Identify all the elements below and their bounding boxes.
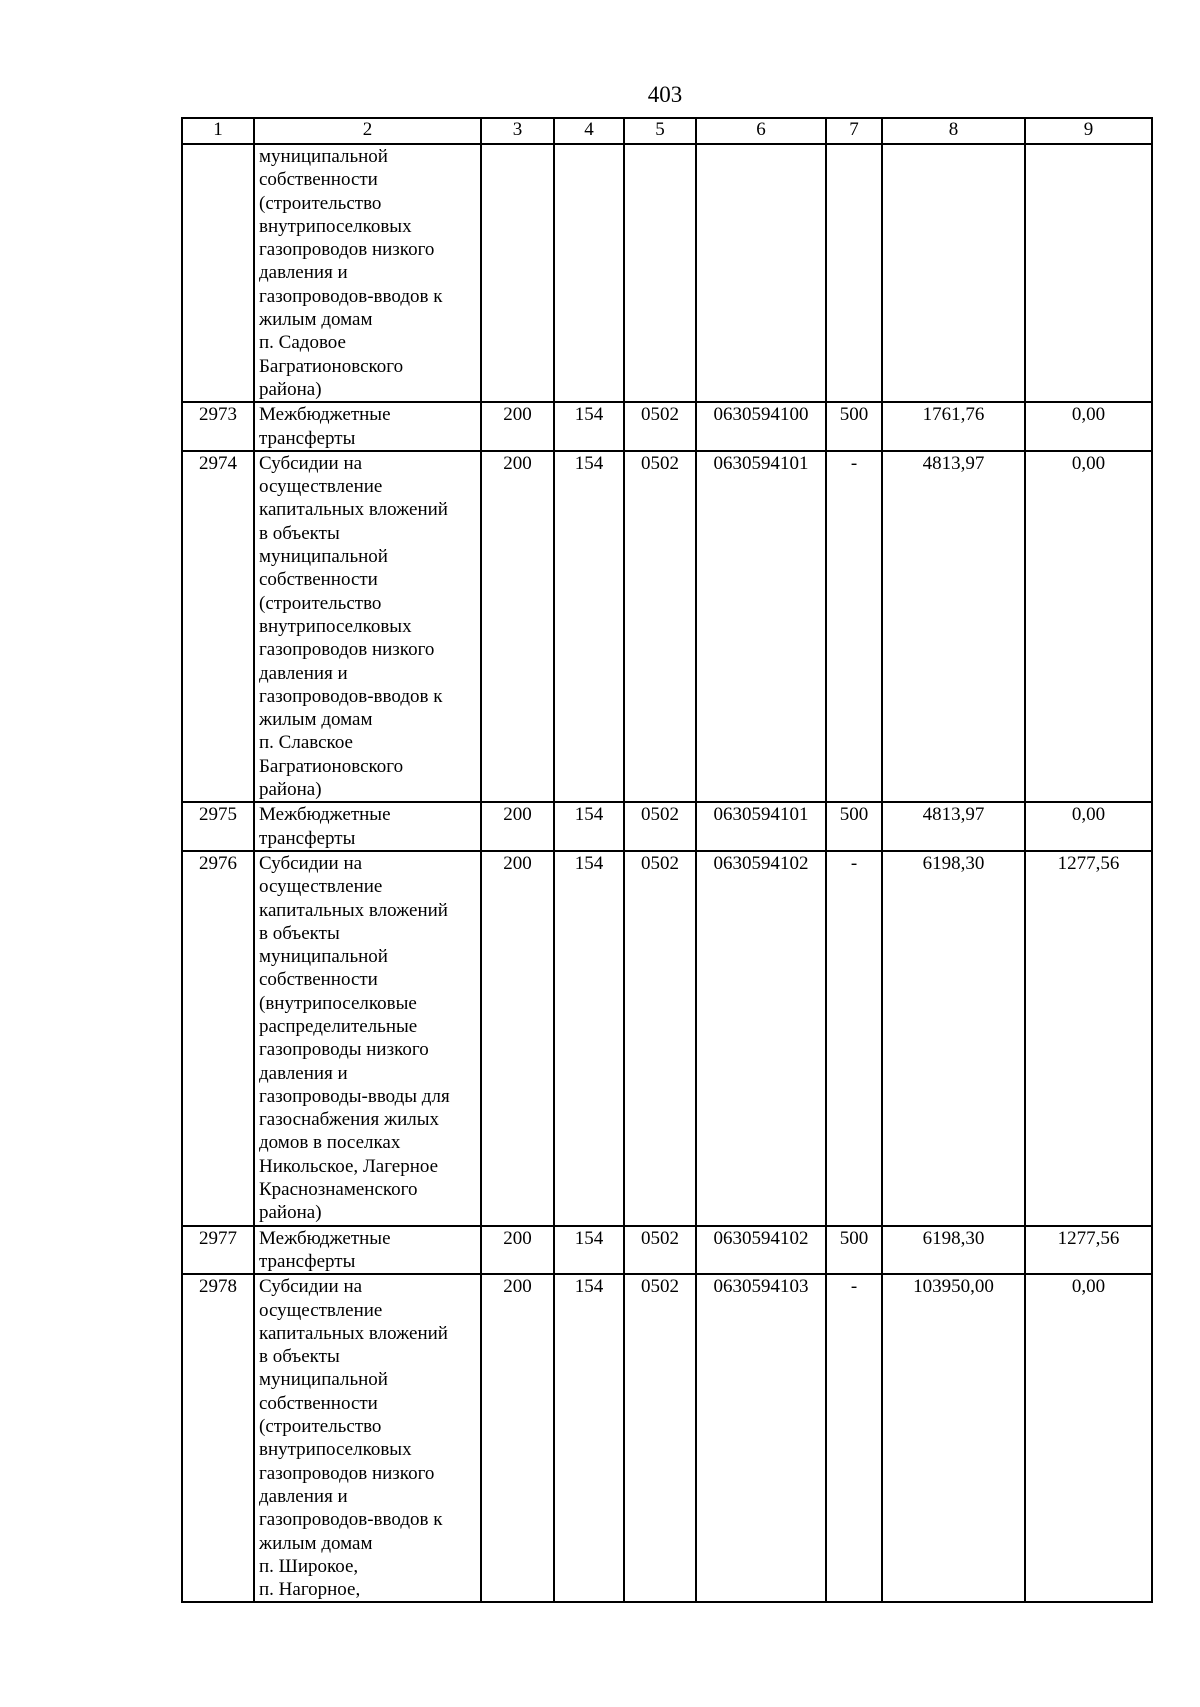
row-description: Субсидии на осуществление капитальных вложений в объекты муниципальной собственности (внутрипоселковые распределительные газопроводы низкого давления и газопроводы-вводы для газоснабжения жилых домов в поселках Никольское, Лагерное Краснознаменского района): [254, 851, 481, 1226]
cell-col4: 154: [554, 1226, 624, 1275]
cell-col6: 0630594102: [696, 1226, 826, 1275]
cell-col3: 200: [481, 451, 554, 802]
cell-col7: [826, 144, 882, 402]
table-row: [182, 402, 1152, 451]
column-header: 4: [554, 118, 624, 144]
cell-col7: -: [826, 1274, 882, 1602]
column-header: 1: [182, 118, 254, 144]
column-header: 3: [481, 118, 554, 144]
cell-col3: 200: [481, 802, 554, 851]
cell-col3: [481, 144, 554, 402]
cell-col3: 200: [481, 402, 554, 451]
cell-col5: 0502: [624, 402, 696, 451]
cell-col6: 0630594101: [696, 802, 826, 851]
table-row: [182, 1226, 1152, 1275]
cell-col5: [624, 144, 696, 402]
cell-col4: 154: [554, 451, 624, 802]
column-header: 7: [826, 118, 882, 144]
cell-col6: 0630594102: [696, 851, 826, 1226]
row-description: Межбюджетные трансферты: [254, 402, 481, 451]
table-row: [182, 1274, 1152, 1602]
row-description: Межбюджетные трансферты: [254, 802, 481, 851]
row-number: 2978: [182, 1274, 254, 1602]
column-header: 9: [1025, 118, 1152, 144]
cell-col5: 0502: [624, 451, 696, 802]
cell-col6: 0630594100: [696, 402, 826, 451]
cell-col4: [554, 144, 624, 402]
cell-col4: 154: [554, 851, 624, 1226]
cell-col5: 0502: [624, 1274, 696, 1602]
budget-table: [181, 117, 1153, 1603]
cell-col6: 0630594103: [696, 1274, 826, 1602]
column-header: 8: [882, 118, 1025, 144]
row-description: Субсидии на осуществление капитальных вложений в объекты муниципальной собственности (строительство внутрипоселковых газопроводов низкого давления и газопроводов-вводов к жилым домам п. Широкое, п. Нагорное,: [254, 1274, 481, 1602]
table-row: [182, 802, 1152, 851]
row-description: Субсидии на осуществление капитальных вложений в объекты муниципальной собственности (строительство внутрипоселковых газопроводов низкого давления и газопроводов-вводов к жилым домам п. Славское Багратионовского района): [254, 451, 481, 802]
cell-col6: 0630594101: [696, 451, 826, 802]
cell-col9: 0,00: [1025, 402, 1152, 451]
table-row: [182, 144, 1152, 402]
cell-col8: 103950,00: [882, 1274, 1025, 1602]
row-number: [182, 144, 254, 402]
table-row: [182, 451, 1152, 802]
cell-col8: 4813,97: [882, 451, 1025, 802]
cell-col7: 500: [826, 802, 882, 851]
cell-col9: 0,00: [1025, 451, 1152, 802]
cell-col9: 1277,56: [1025, 1226, 1152, 1275]
cell-col9: 1277,56: [1025, 851, 1152, 1226]
row-description: муниципальной собственности (строительство внутрипоселковых газопроводов низкого давления и газопроводов-вводов к жилым домам п. Садовое Багратионовского района): [254, 144, 481, 402]
cell-col8: 6198,30: [882, 851, 1025, 1226]
cell-col5: 0502: [624, 1226, 696, 1275]
cell-col7: -: [826, 851, 882, 1226]
cell-col3: 200: [481, 1274, 554, 1602]
column-header: 5: [624, 118, 696, 144]
table-header-row: [182, 118, 1152, 144]
cell-col8: 6198,30: [882, 1226, 1025, 1275]
row-number: 2976: [182, 851, 254, 1226]
cell-col9: 0,00: [1025, 1274, 1152, 1602]
cell-col3: 200: [481, 851, 554, 1226]
row-description: Межбюджетные трансферты: [254, 1226, 481, 1275]
cell-col8: 1761,76: [882, 402, 1025, 451]
page-number: 403: [647, 82, 683, 107]
column-header: 2: [254, 118, 481, 144]
cell-col9: 0,00: [1025, 802, 1152, 851]
cell-col7: -: [826, 451, 882, 802]
cell-col8: 4813,97: [882, 802, 1025, 851]
cell-col4: 154: [554, 402, 624, 451]
cell-col5: 0502: [624, 851, 696, 1226]
cell-col8: [882, 144, 1025, 402]
table-row: [182, 851, 1152, 1226]
row-number: 2977: [182, 1226, 254, 1275]
cell-col4: 154: [554, 1274, 624, 1602]
cell-col3: 200: [481, 1226, 554, 1275]
cell-col4: 154: [554, 802, 624, 851]
cell-col7: 500: [826, 1226, 882, 1275]
cell-col7: 500: [826, 402, 882, 451]
row-number: 2975: [182, 802, 254, 851]
row-number: 2974: [182, 451, 254, 802]
row-number: 2973: [182, 402, 254, 451]
cell-col9: [1025, 144, 1152, 402]
cell-col5: 0502: [624, 802, 696, 851]
cell-col6: [696, 144, 826, 402]
column-header: 6: [696, 118, 826, 144]
